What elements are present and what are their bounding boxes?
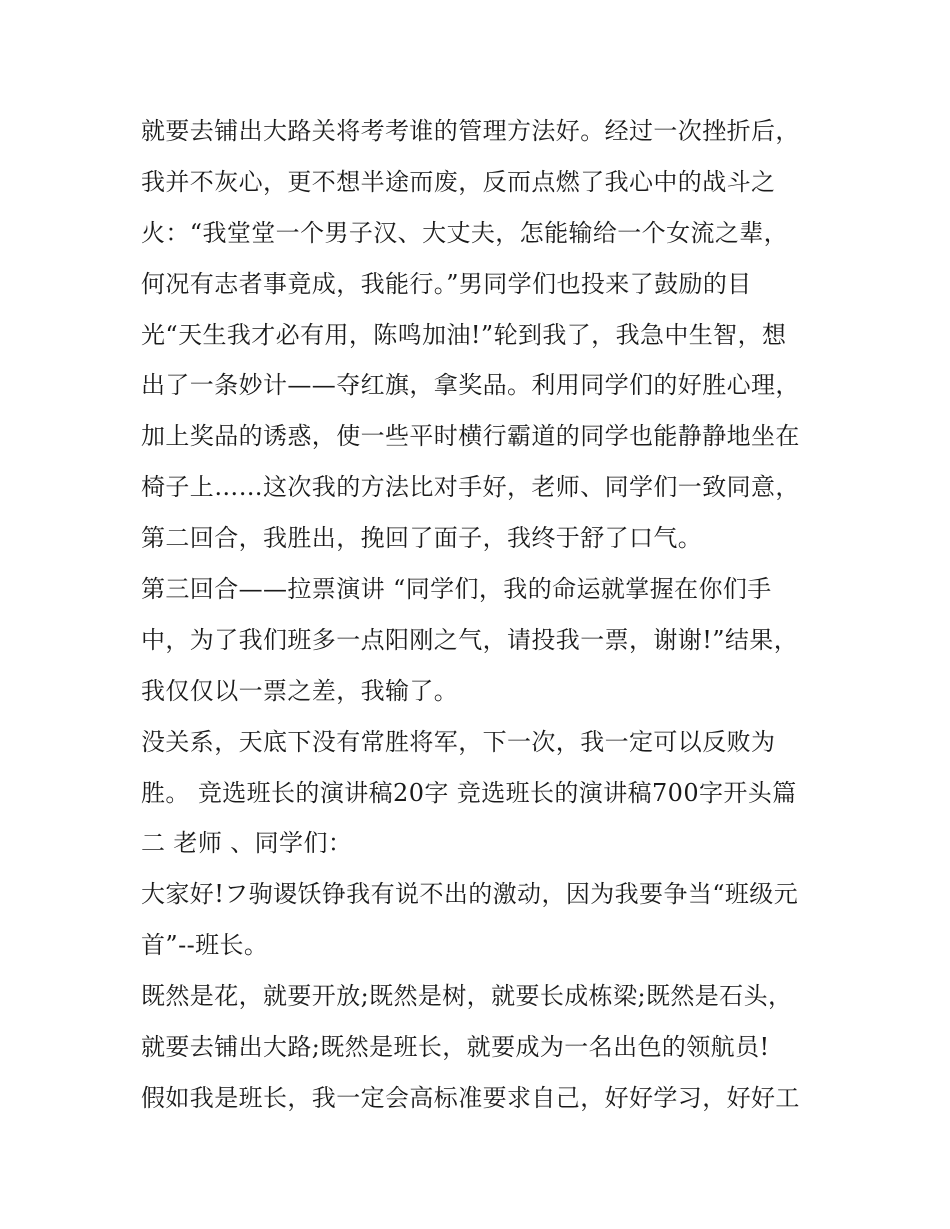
text-line: 光“天生我才必有用，陈鸣加油!”轮到我了，我急中生智，想 (141, 320, 787, 349)
text-line: 我仅仅以一票之差，我输了。 (141, 676, 459, 705)
text-line: 假如我是班长，我一定会高标准要求自己，好好学习，好好工 (141, 1083, 800, 1112)
text-line: 第三回合——拉票演讲 “同学们，我的命运就掌握在你们手 (141, 575, 772, 604)
text-line: 大家好!フ驹谡饫铮我有说不出的激动，因为我要争当“班级元 (141, 880, 799, 909)
text-line: 没关系，天底下没有常胜将军，下一次，我一定可以反败为 (141, 727, 776, 756)
text-line: 就要去铺出大路关将考考谁的管理方法好。经过一次挫折后， (141, 117, 800, 145)
text-line: 中，为了我们班多一点阳刚之气，请投我一票，谢谢!”结果， (141, 625, 799, 654)
text-line: 何况有志者事竟成，我能行。”男同学们也投来了鼓励的目 (141, 269, 752, 298)
text-line: 二 老师 、同学们： (141, 829, 353, 858)
text-line: 首”--班长。 (141, 931, 269, 960)
text-line: 火：“我堂堂一个男子汉、大丈夫，怎能输给一个女流之辈， (141, 218, 789, 247)
text-line: 出了一条妙计——夺红旗，拿奖品。利用同学们的好胜心理， (141, 371, 800, 400)
text-line: 椅子上……这次我的方法比对手好，老师、同学们一致同意， (141, 473, 800, 502)
text-line: 第二回合，我胜出，挽回了面子，我终于舒了口气。 (141, 524, 703, 553)
text-line: 就要去铺出大路;既然是班长，就要成为一名出色的领航员! (141, 1033, 770, 1062)
document-body (141, 106, 821, 1124)
text-line: 我并不灰心，更不想半途而废，反而点燃了我心中的战斗之 (141, 167, 776, 196)
text-line: 胜。 竞选班长的演讲稿20字 竞选班长的演讲稿700字开头篇 (141, 778, 797, 807)
text-line: 加上奖品的诱惑，使一些平时横行霸道的同学也能静静地坐在 (141, 422, 800, 451)
text-line: 既然是花，就要开放;既然是树，就要长成栋梁;既然是石头， (141, 982, 793, 1011)
